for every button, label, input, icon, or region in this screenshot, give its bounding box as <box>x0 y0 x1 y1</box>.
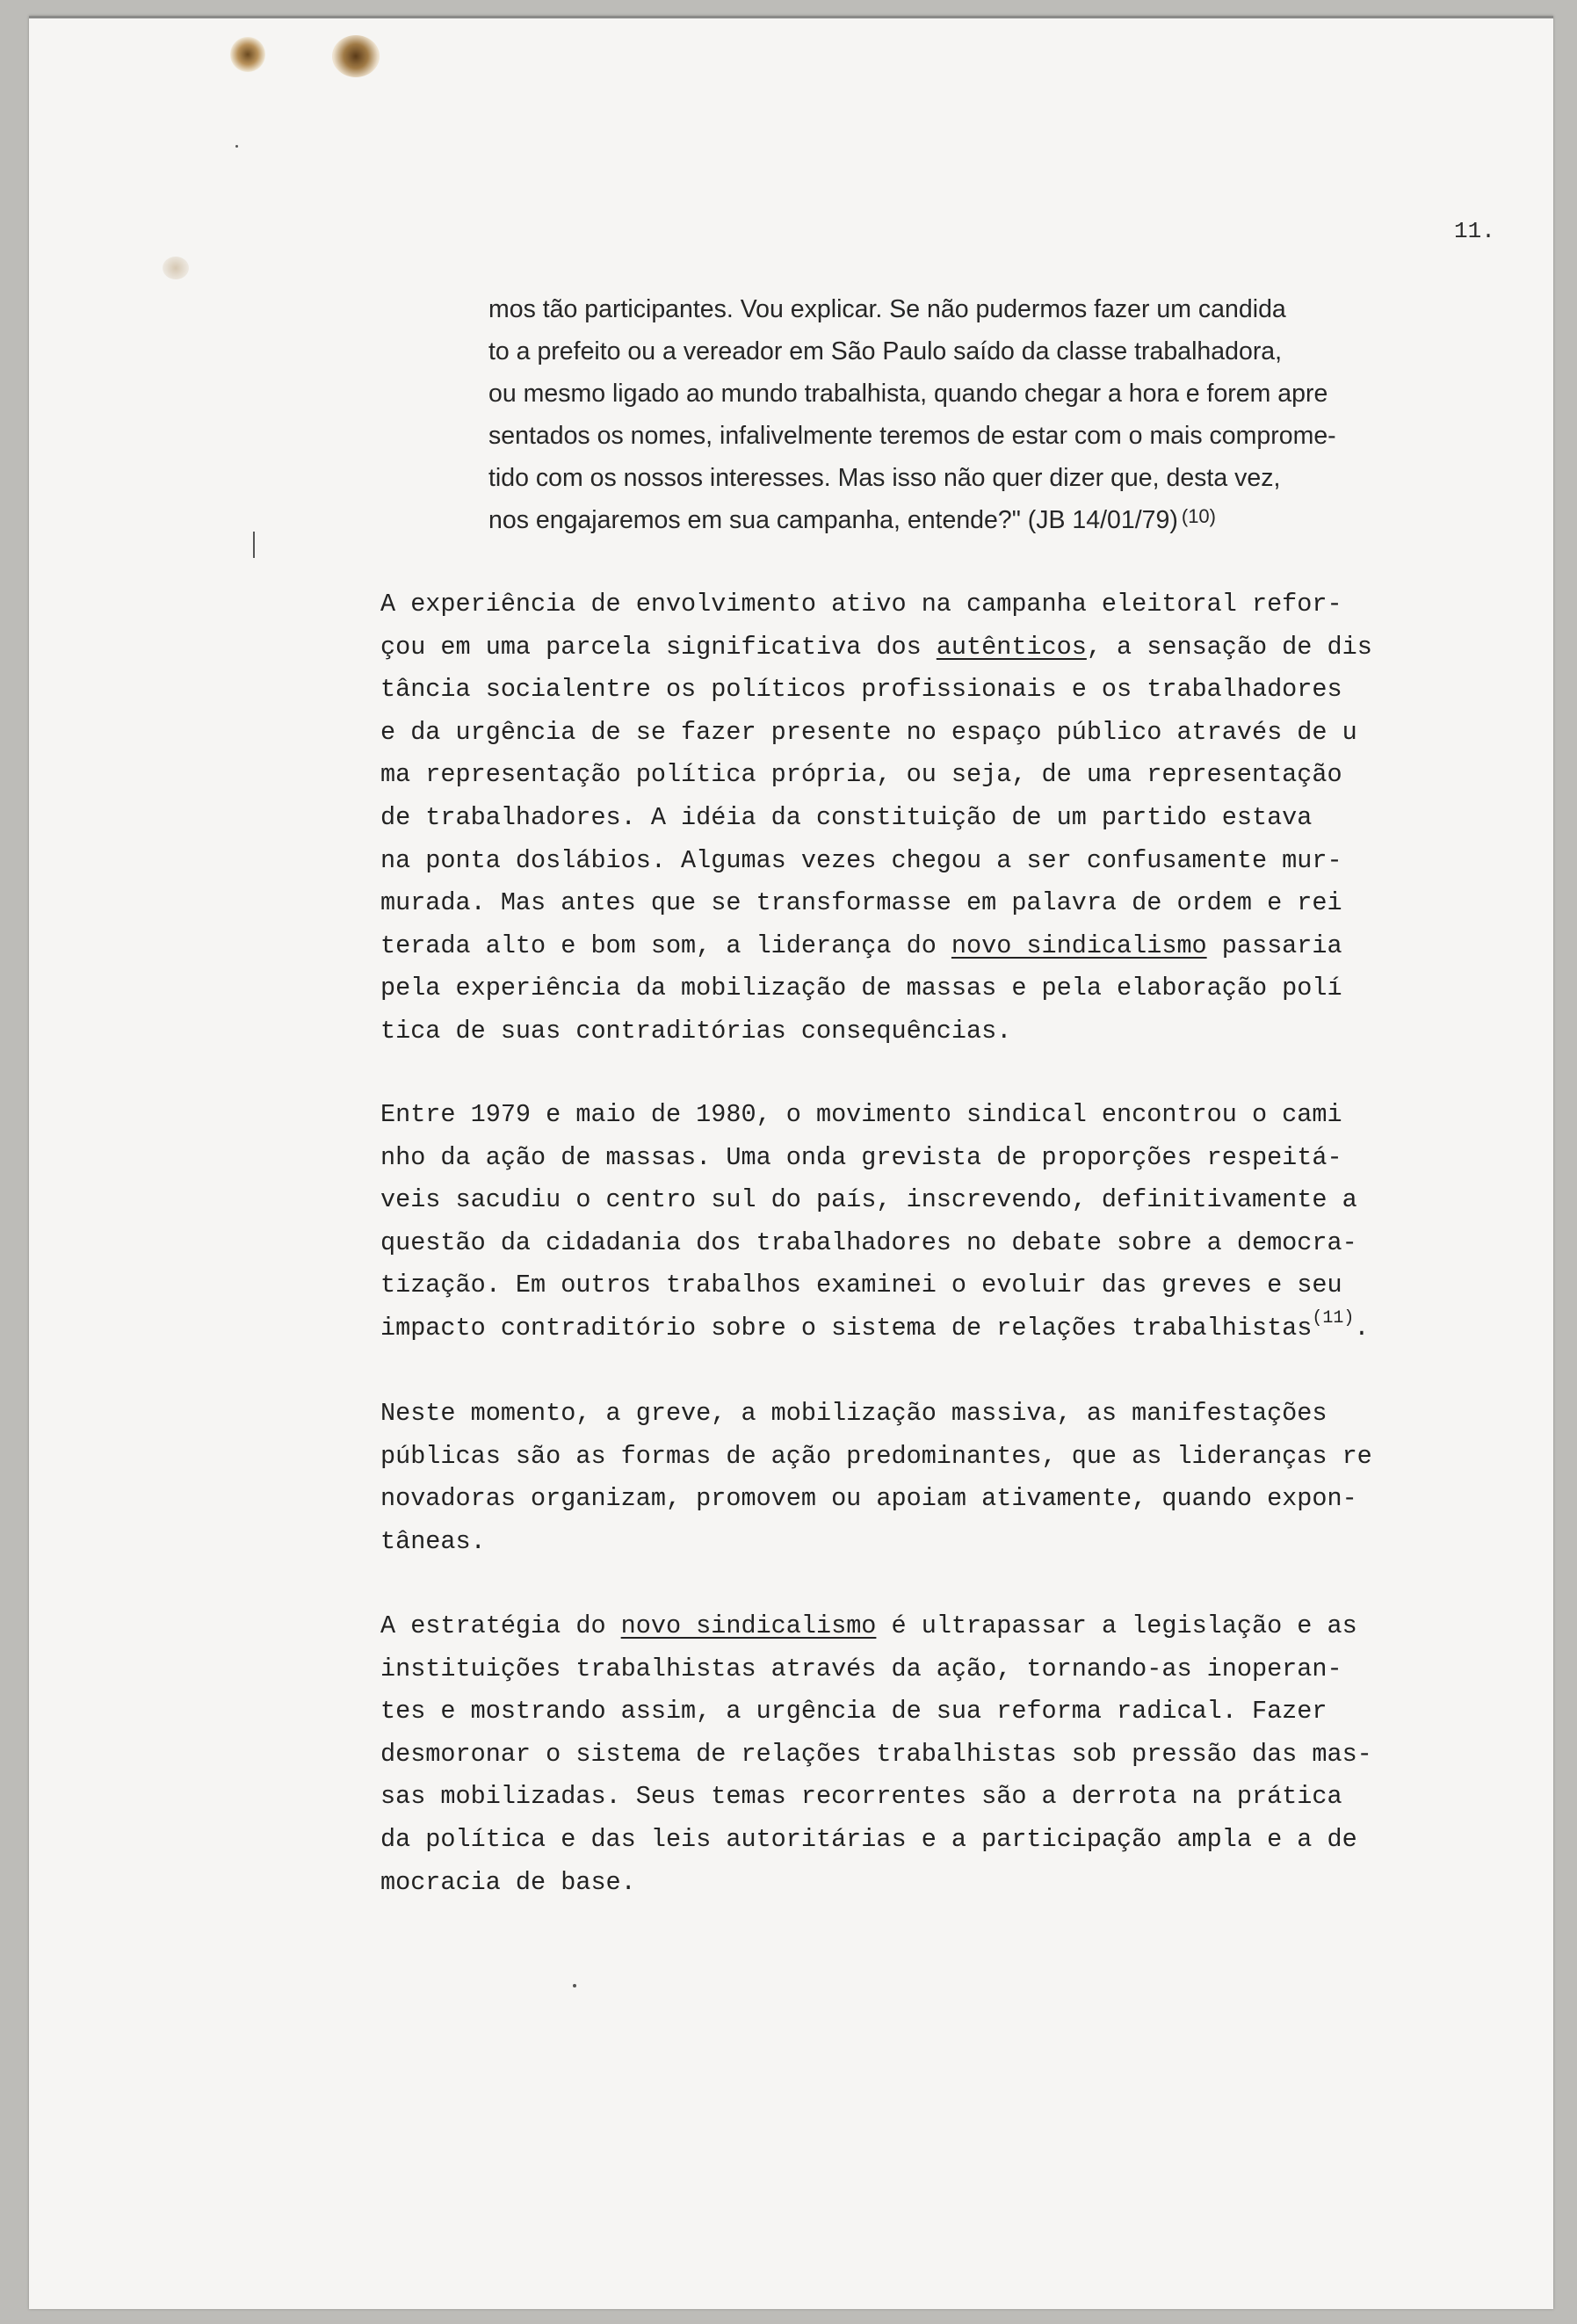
text-span: , a sensação de dis <box>1086 632 1372 662</box>
paragraph <box>380 1605 1485 1904</box>
footnote-ref: (10) <box>1181 505 1216 527</box>
text-span: çou em uma parcela significativa dos <box>380 632 937 662</box>
text-span: A estratégia do <box>380 1611 621 1640</box>
text-line <box>380 925 1485 968</box>
text-line: veis sacudiu o centro sul do país, inscrevendo, definitivamente a <box>380 1185 1357 1215</box>
text-span: . <box>1354 1313 1370 1343</box>
text-line: instituições trabalhistas através da ação, tornando-as inoperan- <box>380 1654 1342 1683</box>
quote-line: sentados os nomes, infalivelmente teremos de estar com o mais comprome- <box>488 422 1336 450</box>
text-line: mocracia de base. <box>380 1867 636 1897</box>
text-line: murada. Mas antes que se transformasse em palavra de ordem e rei <box>380 888 1342 918</box>
text-line: tes e mostrando assim, a urgência de sua reforma radical. Fazer <box>380 1697 1327 1727</box>
stain-mark <box>230 37 265 72</box>
text-line: desmoronar o sistema de relações trabalhistas sob pressão das mas- <box>380 1739 1372 1769</box>
text-line: nho da ação de massas. Uma onda grevista de proporções respeitá- <box>380 1142 1342 1172</box>
quotation-block <box>488 288 1494 541</box>
scan-speck <box>235 145 238 148</box>
scan-speck <box>573 1984 576 1987</box>
text-span: impacto contraditório sobre o sistema de relações trabalhistas <box>380 1313 1313 1343</box>
quote-line <box>488 499 1494 541</box>
text-line: A experiência de envolvimento ativo na campanha eleitoral refor- <box>380 590 1342 619</box>
scan-speck <box>253 532 255 558</box>
text-line: questão da cidadania dos trabalhadores no debate sobre a democra- <box>380 1227 1357 1257</box>
quote-line: to a prefeito ou a vereador em São Paulo saído da classe trabalhadora, <box>488 337 1283 366</box>
text-line: de trabalhadores. A idéia da constituição de um partido estava <box>380 802 1313 832</box>
paragraph <box>380 583 1485 1053</box>
footnote-ref: (11) <box>1312 1307 1355 1329</box>
text-span: é ultrapassar a legislação e as <box>876 1611 1357 1640</box>
stain-mark <box>163 257 189 279</box>
quote-line: ou mesmo ligado ao mundo trabalhista, quando chegar a hora e forem apre <box>488 380 1328 408</box>
text-line: da política e das leis autoritárias e a participação ampla e a de <box>380 1824 1357 1854</box>
text-line: sas mobilizadas. Seus temas recorrentes são a derrota na prática <box>380 1782 1342 1812</box>
text-span: terada alto e bom som, a liderança do <box>380 930 951 960</box>
underlined-term: novo sindicalismo <box>951 930 1207 960</box>
paragraph <box>380 1094 1485 1350</box>
text-span: passaria <box>1206 930 1342 960</box>
text-line: tâneas. <box>380 1526 486 1556</box>
quote-line-text: nos engajaremos em sua campanha, entende?" (JB 14/01/79) <box>488 506 1178 534</box>
text-line: Entre 1979 e maio de 1980, o movimento sindical encontrou o cami <box>380 1100 1342 1129</box>
text-line <box>380 1307 1485 1350</box>
stain-mark <box>332 35 380 77</box>
text-line: pela experiência da mobilização de massas e pela elaboração polí <box>380 974 1342 1003</box>
text-line: na ponta doslábios. Algumas vezes chegou a ser confusamente mur- <box>380 845 1342 875</box>
text-line: e da urgência de se fazer presente no espaço público através de u <box>380 717 1357 747</box>
underlined-term: autênticos <box>936 632 1087 662</box>
text-line: públicas são as formas de ação predominantes, que as lideranças re <box>380 1441 1372 1471</box>
underlined-term: novo sindicalismo <box>620 1611 877 1640</box>
text-line: tância socialentre os políticos profissionais e os trabalhadores <box>380 675 1342 705</box>
paragraph <box>380 1393 1485 1563</box>
scan-edge <box>29 16 1553 18</box>
text-line <box>380 1605 1485 1648</box>
text-line <box>380 626 1485 670</box>
quote-line: tido com os nossos interesses. Mas isso não quer dizer que, desta vez, <box>488 464 1281 492</box>
text-line: Neste momento, a greve, a mobilização massiva, as manifestações <box>380 1399 1327 1428</box>
text-line: tização. Em outros trabalhos examinei o evoluir das greves e seu <box>380 1271 1342 1300</box>
page-number: 11. <box>1454 218 1495 244</box>
text-line: novadoras organizam, promovem ou apoiam ativamente, quando expon- <box>380 1484 1357 1514</box>
text-line: tica de suas contraditórias consequências. <box>380 1016 1012 1046</box>
text-line: ma representação política própria, ou seja, de uma representação <box>380 760 1342 790</box>
quote-line: mos tão participantes. Vou explicar. Se não pudermos fazer um candida <box>488 295 1286 323</box>
